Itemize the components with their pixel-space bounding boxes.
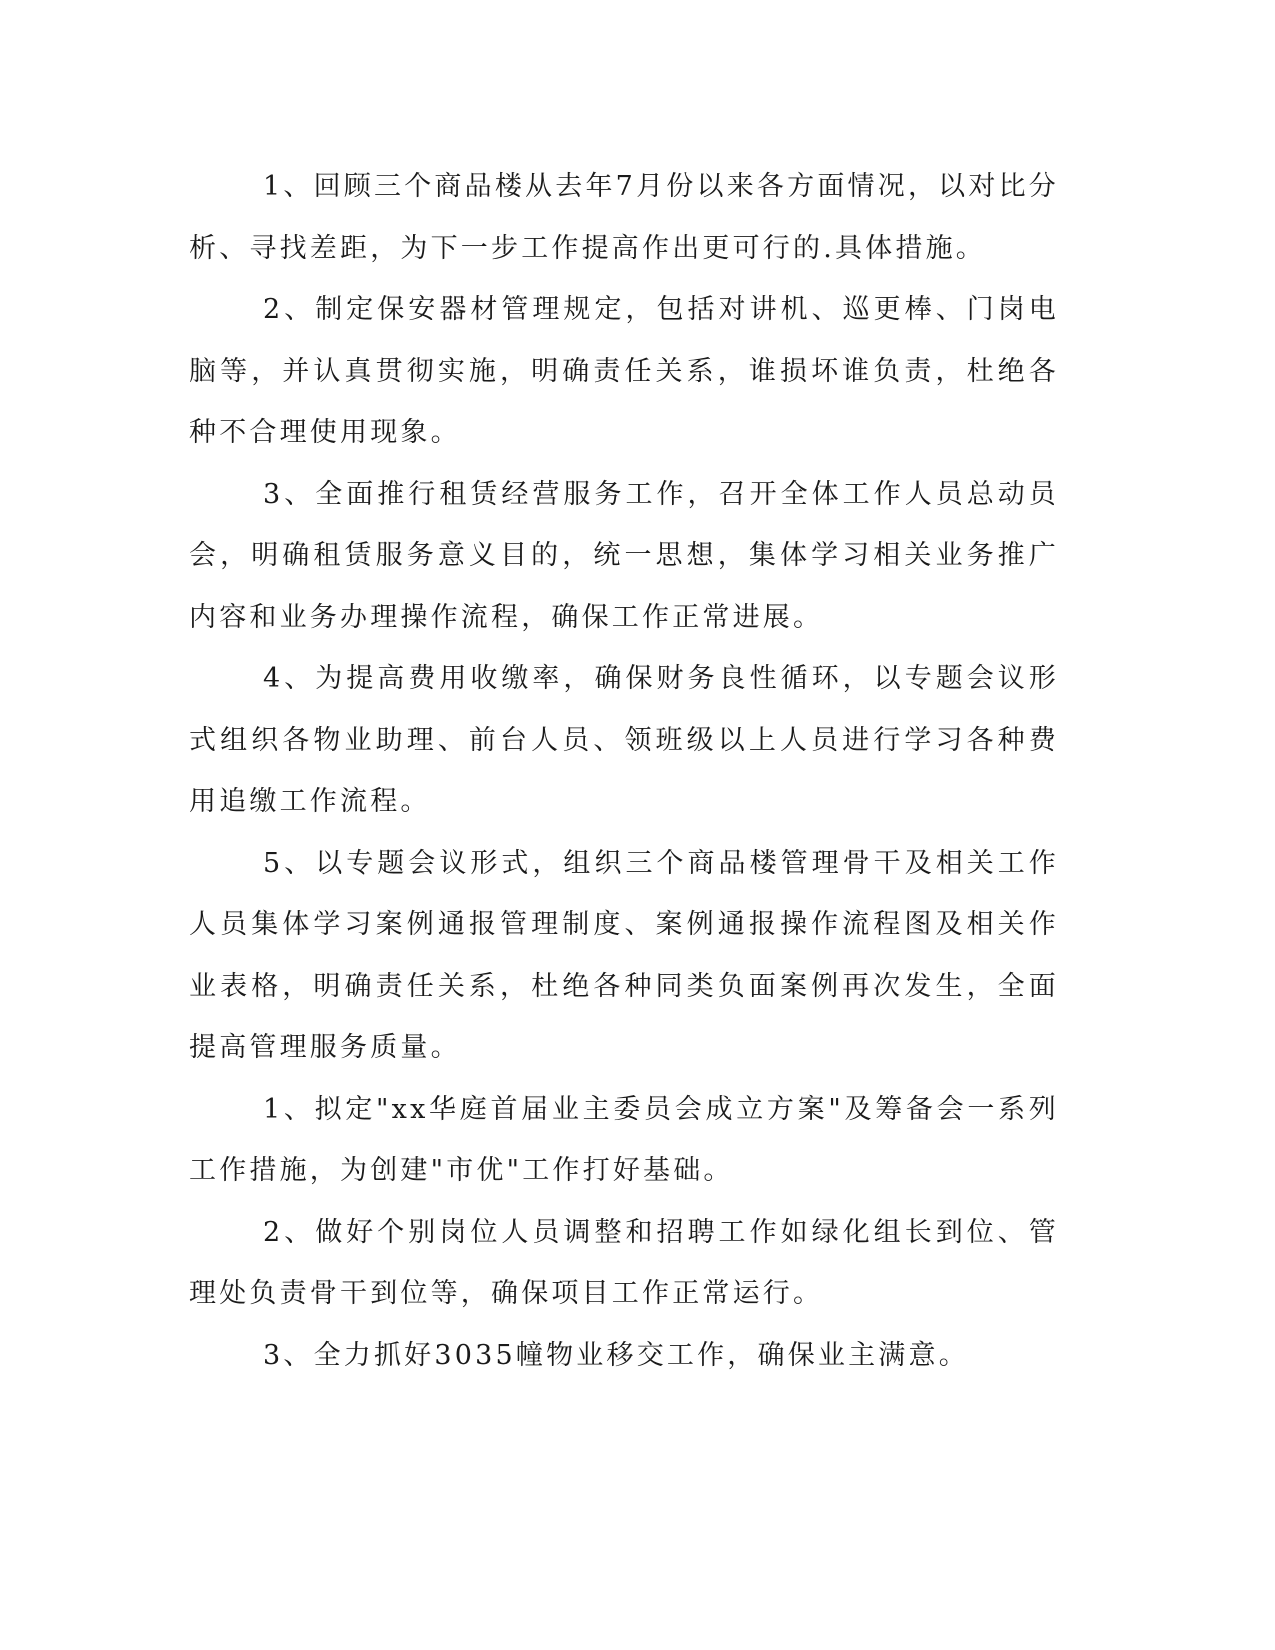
paragraph-2: 2、制定保安器材管理规定，包括对讲机、巡更棒、门岗电脑等，并认真贯彻实施，明确责任关系，谁损坏谁负责，杜绝各种不合理使用现象。 (189, 294, 1059, 448)
paragraph-5: 5、以专题会议形式，组织三个商品楼管理骨干及相关工作人员集体学习案例通报管理制度、案例通报操作流程图及相关作业表格，明确责任关系，杜绝各种同类负面案例再次发生，全面提高管理服务质量。 (189, 847, 1059, 1063)
paragraph-8: 3、全力抓好3035幢物业移交工作，确保业主满意。 (263, 1339, 969, 1371)
document-body (189, 156, 1059, 1386)
paragraph-7: 2、做好个别岗位人员调整和招聘工作如绿化组长到位、管理处负责骨干到位等，确保项目工作正常运行。 (189, 1216, 1059, 1309)
paragraph-1: 1、回顾三个商品楼从去年7月份以来各方面情况，以对比分析、寻找差距，为下一步工作提高作出更可行的.具体措施。 (189, 171, 1059, 264)
paragraph-6: 1、拟定"xx华庭首届业主委员会成立方案"及筹备会一系列工作措施，为创建"市优"工作打好基础。 (189, 1093, 1059, 1186)
paragraph-4: 4、为提高费用收缴率，确保财务良性循环，以专题会议形式组织各物业助理、前台人员、领班级以上人员进行学习各种费用追缴工作流程。 (189, 663, 1059, 817)
paragraph-3: 3、全面推行租赁经营服务工作，召开全体工作人员总动员会，明确租赁服务意义目的，统一思想，集体学习相关业务推广内容和业务办理操作流程，确保工作正常进展。 (189, 478, 1059, 633)
